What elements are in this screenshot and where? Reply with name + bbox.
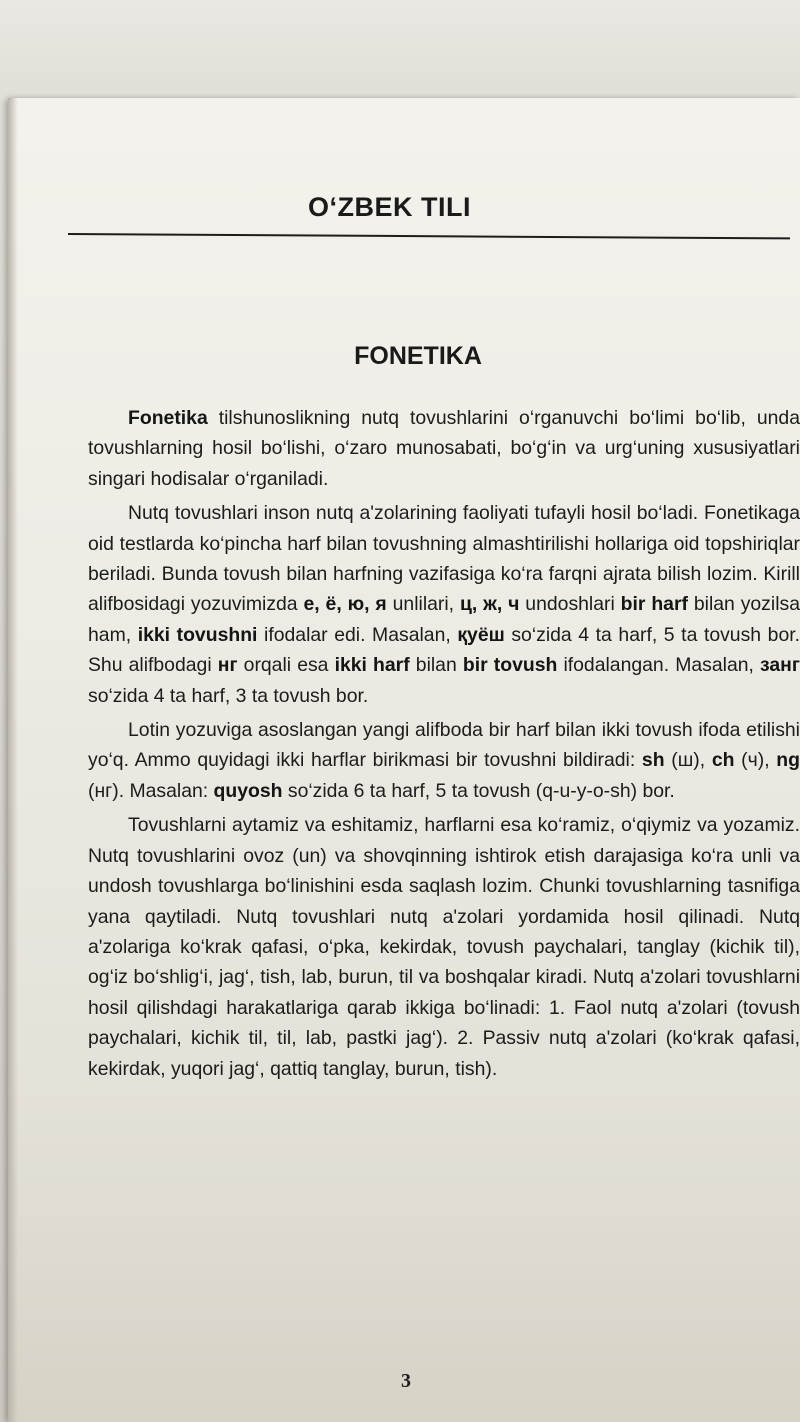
paragraph-1 xyxy=(88,403,800,494)
text-run: bilan yozilsa ham, xyxy=(88,593,800,646)
term-bold: е, ё, ю, я xyxy=(303,593,387,616)
text-run: ifodalar edi. Masalan, xyxy=(257,623,458,646)
paragraph-4 xyxy=(88,810,800,1084)
term-bold: занг xyxy=(760,654,800,677)
term-bold: нг xyxy=(217,654,238,677)
term-bold: ц, ж, ч xyxy=(459,593,520,616)
text-run: bilan xyxy=(409,654,463,677)
body-text xyxy=(88,403,800,1088)
header-rule xyxy=(68,233,790,239)
text-run: Lotin yozuviga asoslangan yangi alifboda bir harf bilan ikki tovush ifoda etilishi yo‘q. Ammo quyidagi ikki harflar birikmasi bir tovushni bildiradi: xyxy=(88,719,800,772)
book-page xyxy=(8,98,800,1422)
text-run: (нг). Masalan: xyxy=(88,779,214,802)
text-run: (ч), xyxy=(734,749,777,772)
term-bold: quyosh xyxy=(213,779,283,802)
page-number: 3 xyxy=(401,1370,411,1392)
text-run: so‘zida 6 ta harf, 5 ta tovush (q-u-y-o-sh) bor. xyxy=(282,779,675,802)
section-title: FONETIKA xyxy=(354,342,482,370)
text-run: so‘zida 4 ta harf, 5 ta tovush bor. Shu alifbodagi xyxy=(88,623,800,677)
term-bold: sh xyxy=(641,749,665,772)
text-run: tilshunoslikning nutq tovushlarini o‘rganuvchi bo‘limi bo‘lib, unda tovushlarning hosil bo‘lishi, o‘zaro munosabati, bo‘g‘in va urg‘uning xususiyatlari singari hodisalar o‘rganiladi. xyxy=(88,407,800,490)
term-bold: ikki harf xyxy=(334,654,410,677)
text-run: unlilari, xyxy=(386,593,460,616)
text-run: orqali esa xyxy=(237,654,335,677)
text-run: Tovushlarni aytamiz va eshitamiz, harflarni esa ko‘ramiz, o‘qiymiz va yozamiz. Nutq tovushlarini ovoz (un) va shovqinning ishtirok etish darajasiga ko‘ra unli va undosh tovushlarga bo‘linishini esda saqlash lozim. Chunki tovushlarning tasnifiga yana qaytiladi. Nutq tovushlari nutq a'zolari yordamida hosil qilinadi. Nutq a'zolariga ko‘krak qafasi, o‘pka, kekirdak, tovush paychalari, tanglay (kichik til), og‘iz bo‘shlig‘i, jag‘, tish, lab, burun, til va boshqalar kiradi. Nutq a'zolari tovushlarni hosil qilishdagi harakatlariga qarab ikkiga bo‘linadi: 1. Faol nutq a'zolari (tovush paychalari, kichik til, til, lab, pastki jag‘). 2. Passiv nutq a'zolari (ko‘krak qafasi, kekirdak, yuqori jag‘, qattiq tanglay, burun, tish). xyxy=(88,814,800,1080)
paragraph-2 xyxy=(88,498,800,711)
text-run: (ш), xyxy=(664,749,712,772)
term-bold: ng xyxy=(776,749,800,772)
page-edge-shadow xyxy=(8,98,18,1422)
paragraph-3 xyxy=(88,715,800,806)
term-bold: bir harf xyxy=(620,593,688,616)
text-run: so‘zida 4 ta harf, 3 ta tovush bor. xyxy=(88,684,369,707)
term-bold: Fonetika xyxy=(128,407,208,429)
term-bold: ch xyxy=(711,749,735,772)
text-run: undoshlari xyxy=(519,593,621,616)
text-run: ifodalangan. Masalan, xyxy=(557,654,761,677)
text-run: Nutq tovushlari inson nutq a'zolarining faoliyati tufayli hosil bo‘ladi. Fonetikaga oid testlarda ko‘pincha harf bilan tovushning almashtirilishi hollariga oid topshiriqlar beriladi. Bunda tovush bilan harfning vazifasiga ko‘ra farqni ajrata bilish lozim. Kirill alifbosidagi yozuvimizda xyxy=(88,502,800,616)
term-bold: қуёш xyxy=(457,623,505,646)
term-bold: ikki tovushni xyxy=(137,623,258,646)
term-bold: bir tovush xyxy=(462,654,558,677)
running-header-title: O‘ZBEK TILI xyxy=(308,192,471,222)
